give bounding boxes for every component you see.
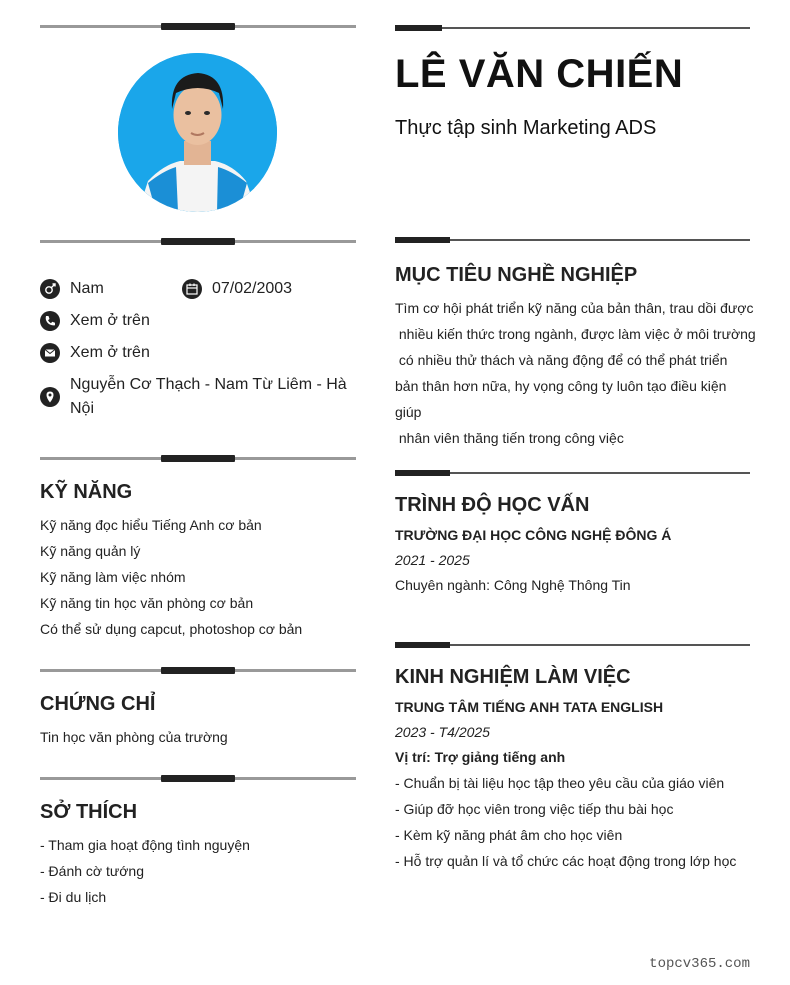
email-row bbox=[40, 341, 150, 365]
objective-line: nhân viên thăng tiến trong công việc bbox=[395, 430, 624, 446]
job-title: Thực tập sinh Marketing ADS bbox=[395, 117, 657, 139]
education-details bbox=[395, 523, 671, 598]
left-divider-top bbox=[40, 25, 356, 28]
avatar-photo-icon bbox=[118, 53, 277, 212]
experience-company: TRUNG TÂM TIẾNG ANH TATA ENGLISH bbox=[395, 699, 664, 715]
birthday-row bbox=[182, 277, 292, 301]
skill-item: Có thể sử dụng capcut, photoshop cơ bản bbox=[40, 621, 303, 637]
watermark: topcv365.com bbox=[649, 956, 750, 972]
address-line-1: Nguyễn Cơ Thạch - Nam Từ Liêm - Hà bbox=[70, 376, 347, 393]
experience-task: - Hỗ trợ quản lí và tổ chức các hoạt động trong lớp học bbox=[395, 853, 737, 869]
skill-item: Kỹ năng tin học văn phòng cơ bản bbox=[40, 595, 254, 611]
address-value bbox=[70, 373, 347, 421]
gender-value: Nam bbox=[70, 280, 104, 297]
experience-title: KINH NGHIỆM LÀM VIỆC bbox=[395, 666, 631, 688]
left-divider-2 bbox=[40, 240, 356, 243]
objective-line: có nhiều thử thách và năng động để có thể phát triển bbox=[395, 352, 728, 368]
calendar-icon bbox=[182, 279, 202, 299]
objective-line: giúp bbox=[395, 404, 422, 420]
hobby-item: - Đi du lịch bbox=[40, 889, 107, 905]
skill-item: Kỹ năng quản lý bbox=[40, 543, 141, 559]
candidate-name: LÊ VĂN CHIẾN bbox=[395, 52, 684, 96]
certificates-list bbox=[40, 724, 228, 750]
left-divider-4 bbox=[40, 669, 356, 672]
certificate-item: Tin học văn phòng của trường bbox=[40, 729, 228, 745]
left-divider-3 bbox=[40, 457, 356, 460]
education-period: 2021 - 2025 bbox=[395, 552, 470, 568]
gender-icon bbox=[40, 279, 60, 299]
experience-details bbox=[395, 695, 736, 874]
objective-line: bản thân hơn nữa, hy vọng công ty luôn tạo điều kiện bbox=[395, 378, 727, 394]
hobby-item: - Tham gia hoạt động tình nguyện bbox=[40, 837, 250, 853]
address-row bbox=[40, 373, 356, 421]
right-divider-experience bbox=[395, 644, 750, 646]
hobbies-list bbox=[40, 832, 250, 910]
objective-title: MỤC TIÊU NGHỀ NGHIỆP bbox=[395, 264, 638, 286]
objective-text bbox=[395, 295, 756, 451]
right-divider-objective bbox=[395, 239, 750, 241]
birthday-value: 07/02/2003 bbox=[212, 280, 293, 297]
education-title: TRÌNH ĐỘ HỌC VẤN bbox=[395, 494, 590, 516]
experience-task: - Kèm kỹ năng phát âm cho học viên bbox=[395, 827, 623, 843]
phone-row bbox=[40, 309, 150, 333]
right-divider-top bbox=[395, 27, 750, 29]
skills-title: KỸ NĂNG bbox=[40, 481, 133, 503]
location-pin-icon bbox=[40, 387, 60, 407]
phone-icon bbox=[40, 311, 60, 331]
objective-line: nhiều kiến thức trong ngành, được làm việc ở môi trường bbox=[395, 326, 756, 342]
phone-value: Xem ở trên bbox=[70, 312, 150, 329]
objective-line: Tìm cơ hội phát triển kỹ năng của bản thân, trau dồi được bbox=[395, 300, 754, 316]
experience-task: - Giúp đỡ học viên trong việc tiếp thu bài học bbox=[395, 801, 674, 817]
hobbies-title: SỞ THÍCH bbox=[40, 801, 138, 823]
email-icon bbox=[40, 343, 60, 363]
gender-row bbox=[40, 277, 104, 301]
experience-period: 2023 - T4/2025 bbox=[395, 724, 490, 740]
left-divider-5 bbox=[40, 777, 356, 780]
hobby-item: - Đánh cờ tướng bbox=[40, 863, 144, 879]
skill-item: Kỹ năng làm việc nhóm bbox=[40, 569, 186, 585]
address-line-2: Nội bbox=[70, 400, 95, 417]
education-school: TRƯỜNG ĐẠI HỌC CÔNG NGHỆ ĐÔNG Á bbox=[395, 527, 672, 543]
skills-list bbox=[40, 512, 302, 642]
right-divider-education bbox=[395, 472, 750, 474]
avatar bbox=[118, 53, 277, 212]
email-value: Xem ở trên bbox=[70, 344, 150, 361]
experience-position: Vị trí: Trợ giảng tiếng anh bbox=[395, 749, 566, 765]
education-major: Chuyên ngành: Công Nghệ Thông Tin bbox=[395, 577, 631, 593]
experience-task: - Chuẩn bị tài liệu học tập theo yêu cầu của giáo viên bbox=[395, 775, 725, 791]
skill-item: Kỹ năng đọc hiểu Tiếng Anh cơ bản bbox=[40, 517, 262, 533]
certificates-title: CHỨNG CHỈ bbox=[40, 693, 156, 715]
